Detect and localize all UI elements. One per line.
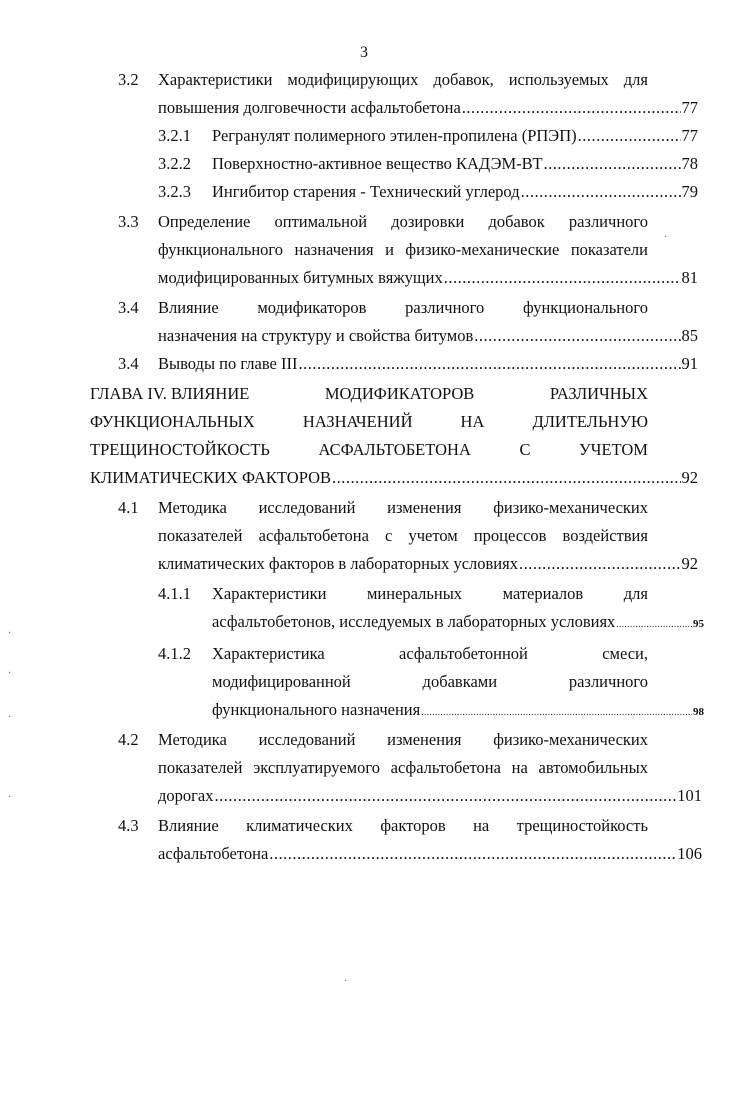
word: показателей	[158, 758, 243, 777]
entry-number: 3.2.2	[158, 154, 191, 173]
word: Характеристики	[212, 584, 327, 603]
entry-title: Выводы по главе III	[158, 354, 298, 373]
chapter-line	[90, 412, 648, 432]
entry-title: КЛИМАТИЧЕСКИХ ФАКТОРОВ	[90, 468, 332, 487]
dot-leader	[444, 268, 681, 288]
word: НА	[460, 412, 485, 431]
entry-number: 3.2.1	[158, 126, 191, 145]
entry-title: модифицированных битумных вяжущих	[158, 268, 443, 287]
word: физико-механические	[405, 240, 560, 259]
word: УЧЕТОМ	[579, 440, 648, 459]
entry-line	[158, 212, 648, 232]
page-ref: 85	[681, 326, 698, 345]
word: эксплуатируемого	[253, 758, 380, 777]
entry-title: асфальтобетонов, исследуемых в лабораторных условиях	[212, 612, 616, 631]
entry-number: 3.4	[118, 354, 139, 373]
entry-line	[158, 498, 648, 518]
word: функционального	[158, 240, 284, 259]
dot-leader	[332, 468, 680, 488]
entry-line	[158, 326, 698, 346]
entry-line	[212, 644, 648, 664]
entry-number: 4.1.2	[158, 644, 191, 663]
entry-line	[212, 672, 648, 692]
dot-leader	[521, 182, 681, 202]
word: Методика	[158, 730, 227, 749]
entry-line	[212, 584, 648, 604]
entry-number: 3.2	[118, 70, 139, 89]
word: различного	[568, 212, 648, 231]
entry-number: 4.1.1	[158, 584, 191, 603]
word: автомобильных	[538, 758, 648, 777]
entry-line	[212, 154, 698, 174]
word: изменения	[387, 498, 462, 517]
word: назначения	[294, 240, 374, 259]
word: добавками	[422, 672, 498, 691]
word: и	[385, 240, 394, 259]
word: материалов	[502, 584, 584, 603]
page-ref: 101	[677, 786, 702, 805]
word: показателей	[158, 526, 243, 545]
page-ref: 77	[681, 126, 698, 145]
word: показатели	[570, 240, 648, 259]
word: Методика	[158, 498, 227, 517]
entry-title: Ингибитор старения - Технический углерод	[212, 182, 520, 201]
scan-speck: ·	[344, 976, 348, 987]
scan-speck: ·	[8, 628, 12, 639]
entry-title: функционального назначения	[212, 700, 421, 719]
page-ref: 95	[693, 618, 704, 630]
dot-leader	[269, 844, 676, 864]
word: АСФАЛЬТОБЕТОНА	[318, 440, 471, 459]
chapter-line	[90, 440, 648, 460]
entry-line	[158, 98, 698, 118]
dot-leader	[616, 614, 692, 634]
chapter-line	[90, 384, 648, 404]
word: с	[385, 526, 393, 545]
word: ФУНКЦИОНАЛЬНЫХ	[90, 412, 255, 431]
entry-line	[158, 844, 702, 864]
word: МОДИФИКАТОРОВ	[324, 384, 475, 403]
entry-line	[158, 298, 648, 318]
word: добавок,	[433, 70, 494, 89]
word: асфальтобетона	[390, 758, 501, 777]
entry-line	[212, 700, 704, 722]
entry-line	[212, 182, 698, 202]
dot-leader	[474, 326, 680, 346]
word: асфальтобетона	[258, 526, 369, 545]
entry-number: 4.2	[118, 730, 139, 749]
dot-leader	[519, 554, 681, 574]
entry-line	[158, 240, 648, 260]
dot-leader	[215, 786, 677, 806]
word: ГЛАВА IV. ВЛИЯНИЕ	[90, 384, 250, 403]
word: процессов	[473, 526, 547, 545]
entry-line	[158, 786, 702, 806]
word: физико-механических	[493, 498, 648, 517]
word: Характеристика	[212, 644, 325, 663]
word: факторов	[380, 816, 446, 835]
entry-line	[212, 126, 698, 146]
dot-leader	[578, 126, 681, 146]
word: для	[623, 70, 648, 89]
entry-line	[158, 526, 648, 546]
word: оптимальной	[274, 212, 368, 231]
word: дозировки	[391, 212, 465, 231]
page-ref: 106	[677, 844, 702, 863]
entry-number: 3.4	[118, 298, 139, 317]
word: ТРЕЩИНОСТОЙКОСТЬ	[90, 440, 270, 459]
word: РАЗЛИЧНЫХ	[549, 384, 648, 403]
entry-number: 3.2.3	[158, 182, 191, 201]
scan-speck: ·	[664, 232, 668, 243]
entry-title: Регранулят полимерного этилен-пропилена (РПЭП)	[212, 126, 577, 145]
page-ref: 92	[681, 468, 698, 487]
entry-line	[158, 730, 648, 750]
dot-leader	[462, 98, 681, 118]
entry-line	[158, 554, 698, 574]
word: добавок	[488, 212, 545, 231]
dot-leader	[544, 154, 681, 174]
entry-title: климатических факторов в лабораторных условиях	[158, 554, 518, 573]
scan-speck: ·	[8, 712, 12, 723]
word: Характеристики	[158, 70, 273, 89]
word: функционального	[522, 298, 648, 317]
page-ref: 98	[693, 706, 704, 718]
word: различного	[405, 298, 485, 317]
word: различного	[568, 672, 648, 691]
entry-number: 4.1	[118, 498, 139, 517]
word: воздействия	[562, 526, 648, 545]
word: на	[473, 816, 490, 835]
word: модифицированной	[212, 672, 351, 691]
dot-leader	[298, 354, 680, 374]
entry-line	[158, 268, 698, 288]
page-number: 3	[360, 44, 368, 61]
word: для	[623, 584, 648, 603]
entry-title: Поверхностно-активное вещество КАДЭМ-ВТ	[212, 154, 543, 173]
entry-line	[158, 758, 648, 778]
entry-title: дорогах	[158, 786, 214, 805]
entry-number: 4.3	[118, 816, 139, 835]
word: модифицирующих	[287, 70, 419, 89]
word: изменения	[387, 730, 462, 749]
word: асфальтобетонной	[399, 644, 528, 663]
entry-number: 3.3	[118, 212, 139, 231]
word: С	[519, 440, 531, 459]
word: НАЗНАЧЕНИЙ	[302, 412, 413, 431]
word: исследований	[258, 498, 356, 517]
word: Влияние	[158, 298, 219, 317]
entry-title: назначения на структуру и свойства битумов	[158, 326, 474, 345]
entry-title: асфальтобетона	[158, 844, 269, 863]
word: Определение	[158, 212, 251, 231]
entry-line	[158, 354, 698, 374]
word: исследований	[258, 730, 356, 749]
word: ДЛИТЕЛЬНУЮ	[532, 412, 648, 431]
dot-leader	[421, 702, 692, 722]
word: климатических	[246, 816, 353, 835]
word: физико-механических	[493, 730, 648, 749]
chapter-line	[90, 468, 698, 488]
page-ref: 92	[681, 554, 698, 573]
word: используемых	[508, 70, 609, 89]
word: учетом	[408, 526, 458, 545]
page-ref: 77	[681, 98, 698, 117]
entry-line	[212, 612, 704, 634]
entry-line	[158, 816, 648, 836]
word: трещиностойкость	[516, 816, 648, 835]
word: смеси,	[602, 644, 648, 663]
word: минеральных	[366, 584, 463, 603]
word: на	[511, 758, 528, 777]
page-ref: 79	[681, 182, 698, 201]
page-ref: 78	[681, 154, 698, 173]
page-ref: 91	[681, 354, 698, 373]
entry-title: повышения долговечности асфальтобетона	[158, 98, 461, 117]
scan-speck: ·	[8, 668, 12, 679]
word: модификаторов	[257, 298, 367, 317]
word: Влияние	[158, 816, 219, 835]
scan-speck: ·	[8, 792, 12, 803]
page-ref: 81	[681, 268, 698, 287]
entry-line	[158, 70, 648, 90]
